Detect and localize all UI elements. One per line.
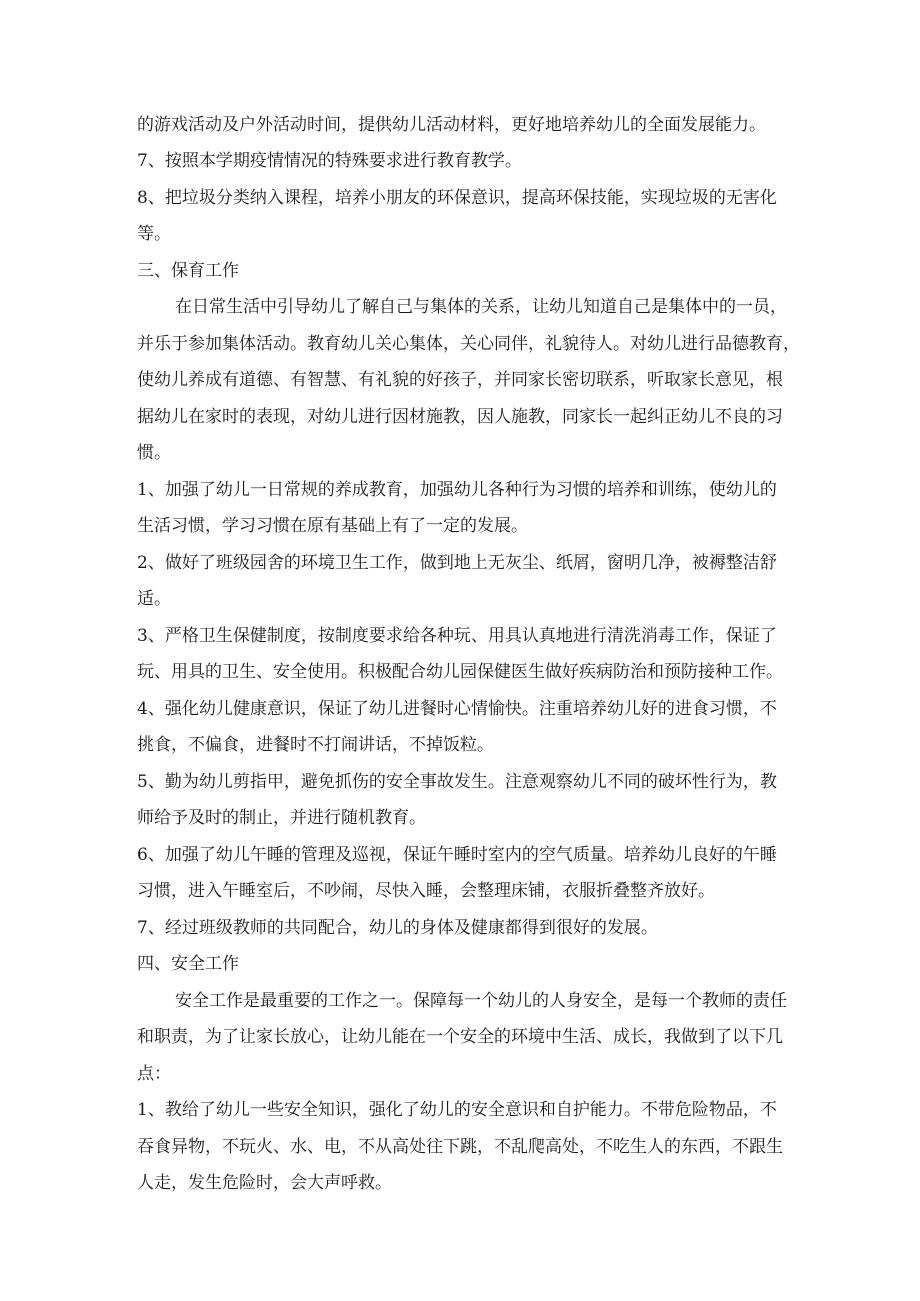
text-line: 安全工作是最重要的工作之一。保障每一个幼儿的人身安全，是每一个教师的责任 (175, 991, 787, 1011)
text-line: 7、经过班级教师的共同配合，幼儿的身体及健康都得到很好的发展。 (137, 918, 658, 938)
text-line: 1、教给了幼儿一些安全知识，强化了幼儿的安全意识和自护能力。不带危险物品，不 (137, 1100, 777, 1120)
text-line: 的游戏活动及户外活动时间，提供幼儿活动材料，更好地培养幼儿的全面发展能力。 (137, 115, 766, 135)
text-line: 点： (137, 1064, 171, 1084)
text-line: 3、严格卫生保健制度，按制度要求给各种玩、用具认真地进行清洗消毒工作，保证了 (137, 626, 777, 646)
text-line: 4、强化幼儿健康意识，保证了幼儿进餐时心情愉快。注重培养幼儿好的进食习惯，不 (137, 699, 777, 719)
text-line: 7、按照本学期疫情情况的特殊要求进行教育教学。 (137, 151, 522, 171)
section-heading: 四、安全工作 (137, 954, 239, 974)
text-line: 并乐于参加集体活动。教育幼儿关心集体，关心同伴，礼貌待人。对幼儿进行品德教育， (137, 334, 800, 354)
text-line: 玩、用具的卫生、安全使用。积极配合幼儿园保健医生做好疾病防治和预防接种工作。 (137, 662, 783, 682)
text-line: 惯。 (137, 443, 171, 463)
text-line: 2、做好了班级园舍的环境卫生工作，做到地上无灰尘、纸屑，窗明几净，被褥整洁舒 (137, 553, 777, 573)
text-line: 人走，发生危险时，会大声呼救。 (137, 1173, 392, 1193)
text-line: 8、把垃圾分类纳入课程，培养小朋友的环保意识，提高环保技能，实现垃圾的无害化 (137, 188, 777, 208)
text-line: 吞食异物，不玩火、水、电，不从高处往下跳，不乱爬高处，不吃生人的东西，不跟生 (137, 1137, 783, 1157)
text-line: 习惯，进入午睡室后，不吵闹，尽快入睡，会整理床铺，衣服折叠整齐放好。 (137, 881, 715, 901)
text-line: 生活习惯，学习习惯在原有基础上有了一定的发展。 (137, 516, 528, 536)
section-heading: 三、保育工作 (137, 261, 239, 281)
text-line: 据幼儿在家时的表现，对幼儿进行因材施教，因人施教，同家长一起纠正幼儿不良的习 (137, 407, 783, 427)
text-line: 师给予及时的制止，并进行随机教育。 (137, 808, 426, 828)
text-line: 5、勤为幼儿剪指甲，避免抓伤的安全事故发生。注意观察幼儿不同的破坏性行为，教 (137, 772, 777, 792)
text-line: 使幼儿养成有道德、有智慧、有礼貌的好孩子，并同家长密切联系，听取家长意见，根 (137, 370, 783, 390)
text-line: 1、加强了幼儿一日常规的养成教育，加强幼儿各种行为习惯的培养和训练，使幼儿的 (137, 480, 777, 500)
text-line: 适。 (137, 589, 171, 609)
text-line: 等。 (137, 224, 171, 244)
text-line: 在日常生活中引导幼儿了解自己与集体的关系，让幼儿知道自己是集体中的一员， (175, 297, 787, 317)
text-line: 和职责，为了让家长放心，让幼儿能在一个安全的环境中生活、成长，我做到了以下几 (137, 1027, 783, 1047)
text-line: 挑食，不偏食，进餐时不打闹讲话，不掉饭粒。 (137, 735, 494, 755)
text-line: 6、加强了幼儿午睡的管理及巡视，保证午睡时室内的空气质量。培养幼儿良好的午睡 (137, 845, 777, 865)
